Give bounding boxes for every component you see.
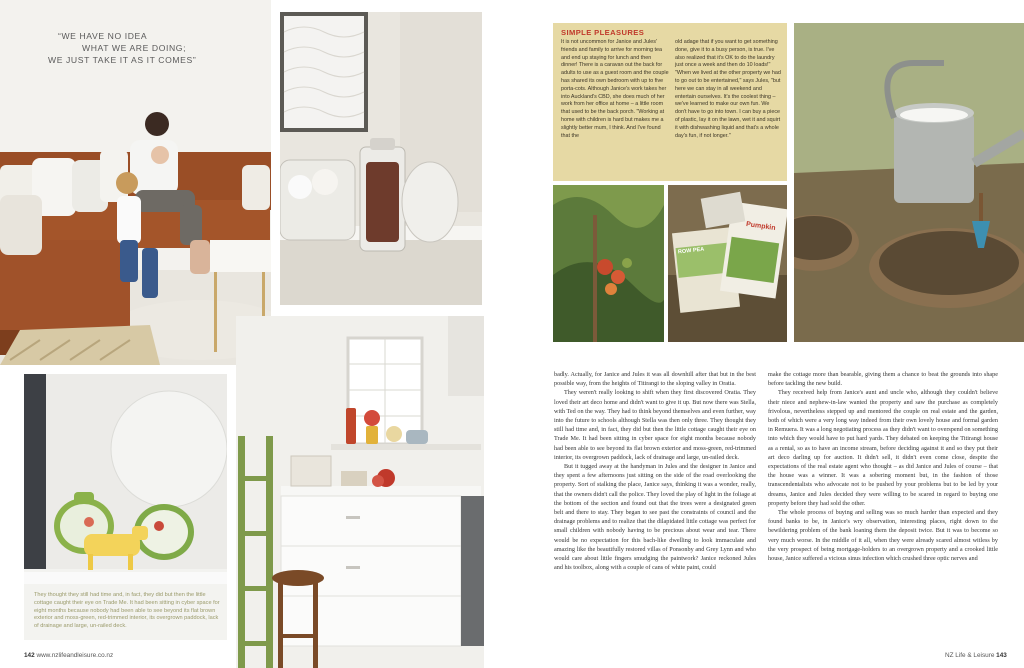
body-paragraph: badly. Actually, for Janice and Jules it was all downhill after that but in the best possible way, from the heights of Titirangi to the sloping valley in Oratia. [554,371,756,388]
body-paragraph: They received help from Janice's aunt and uncle who, although they couldn't believe their niece and nephew-in-law wanted the property and saw the purchase as completely frivolous, nevertheless stepped up and mentored the couple on real estate and the garden, both of which were a very long way indeed from their own lovely house and formal garden in Remuera. It was a long negotiating process as they didn't want to overspend on something into which they would have to put hard yards. They debated on keeping the Titirangi house as a rental, so as to have an income stream, before deciding against it and so they put their art deco darling up for auction. It didn't sell, it didn't even come close, despite the expectations of the real estate agent who thought – as did Janice and Jules of course – that the house was a winner. It was a sobering moment but, in the fashion of those transcendentalists who advocate not to be pushed by your problems but to be led by your dreams, Janice and Jules decided they were willing to be scared in regard to buying one property before they had sold the other. [768,389,998,507]
website-url: www.nzlifeandleisure.co.nz [36,652,114,659]
body-paragraph: But it tugged away at the handyman in Jules and the designer in Janice and they spent a few afternoons just sitting on the side of the road overlooking the property. Sort of stalking the place, Janice says, thinking it was a wonder, really, that the owners didn't call the police. They loved the play of light in the foliage at the bottom of the section and found out that the trees were a designated green belt and there to stay. They began to see past the constraints of council and the drainage problems and to realize that the dilapidated little cottage was perfect for small children with nobody having to be precious about wear and tear. There would be no expectation for this bach-like dwelling to look immaculate and amazing like the beautifully restored villas of Ponsonby and Grey Lynn and who would care about little fingers smudging the paintwork? Janice reckoned Jules and his toolbox, along with a couple of cans of white paint, could [554,463,756,572]
tomatoes-illustration [553,185,664,342]
folio-left [24,652,113,659]
seed-packets-photo [668,185,787,342]
sidebar-column-2: old adage that if you want to get something done, give it to a busy person, is true. I've also realized that it's OK to do the laundry just once a week and then do 10 loads!" "When we lived at the other property we had to go out to be entertained," says Jules, "but here we can stay in all weekend and entertain ourselves. It's the coolest thing – we've learned to make our own fun. We don't have to go into town. I can buy a piece of plastic, lay it on the lawn, wet it and squirt it with dishwashing liquid and that's a whole day's fun, if not longer." [675,39,781,139]
pull-quote-line-2: WHAT WE ARE DOING; [82,43,187,53]
sidebar-box [553,23,787,181]
kitchen-illustration [236,316,484,668]
body-paragraph: make the cottage more than bearable, giving them a chance to beat the grounds into shape before tackling the new build. [768,371,998,388]
photo-caption: They thought they still had time and, in fact, they did but then the little cottage caught their eye on Trade Me. It had been sitting in cyber space for eight months because nobody had been able to see beyond its flat brown exterior and moss-green, red-trimmed interior, its overgrown paddock, lack of drainage and large, un-railed deck. [34,592,220,630]
tomatoes-photo [553,185,664,342]
magazine-name: NZ Life & Leisure [945,652,995,659]
body-paragraph: The whole process of buying and selling was so much harder than expected and they found banks to be, in Janice's wry observation, interesting places, right down to the bewildering problem of the bank loaning them the deposit twice. But it was to become so very much worse. In the middle of it all, when they were already scared almost witless by the very prospect of being mortgage-holders to an overgrown property and a crooked little house, Janice suffered a vicious sinus infection which crushed three optic nerves and [768,509,998,563]
seed-packet-label: Pumpkin [745,220,776,233]
kitchen-photo [236,316,484,668]
watering-can-illustration [794,23,1024,342]
watering-can-photo [794,23,1024,342]
window-jars-photo [280,12,482,305]
pull-quote-line-3: WE JUST TAKE IT AS IT COMES” [48,55,197,65]
pull-quote [48,30,248,66]
body-paragraph: They weren't really looking to shift when they first discovered Oratia. They loved their art deco home and didn't want to give it up. But now there was Stella, with Ted on the way. They had to think beyond themselves and even further, way into the future to schools although Stella was then only three. They thought they still had time and, in fact, they did but then the little cottage caught their eye on Trade Me. It had been sitting in cyber space for eight months because nobody had been able to see beyond its flat brown exterior and moss-green, red-trimmed interior, its overgrown paddock, lack of drainage and large, un-railed deck. [554,389,756,461]
page-number-right: 143 [996,652,1007,659]
seed-packets-illustration [668,185,787,342]
seed-packet-label-2: ROW PEA [677,246,705,256]
body-column-1 [554,370,756,572]
body-column-2 [768,370,998,563]
page-number-left: 142 [24,652,35,659]
pull-quote-line-1: “WE HAVE NO IDEA [58,31,148,41]
sidebar-title: SIMPLE PLEASURES [561,28,645,37]
window-jars-illustration [280,12,482,305]
sidebar-column-1: It is not uncommon for Janice and Jules' friends and family to arrive for morning tea and end up staying for lunch and then dinner! There is a caravan out the back for adults to use as a guest room and the couple has shared its own bedroom with up to five porta-cots. Although Janice's work takes her into Auckland's CBD, she does much of her work from her office at home – a little room that used to be the back porch. "Working at home with children is hard but makes me a slightly better mum, I think. And I've found that the [561,39,669,139]
folio-right [945,652,1007,659]
